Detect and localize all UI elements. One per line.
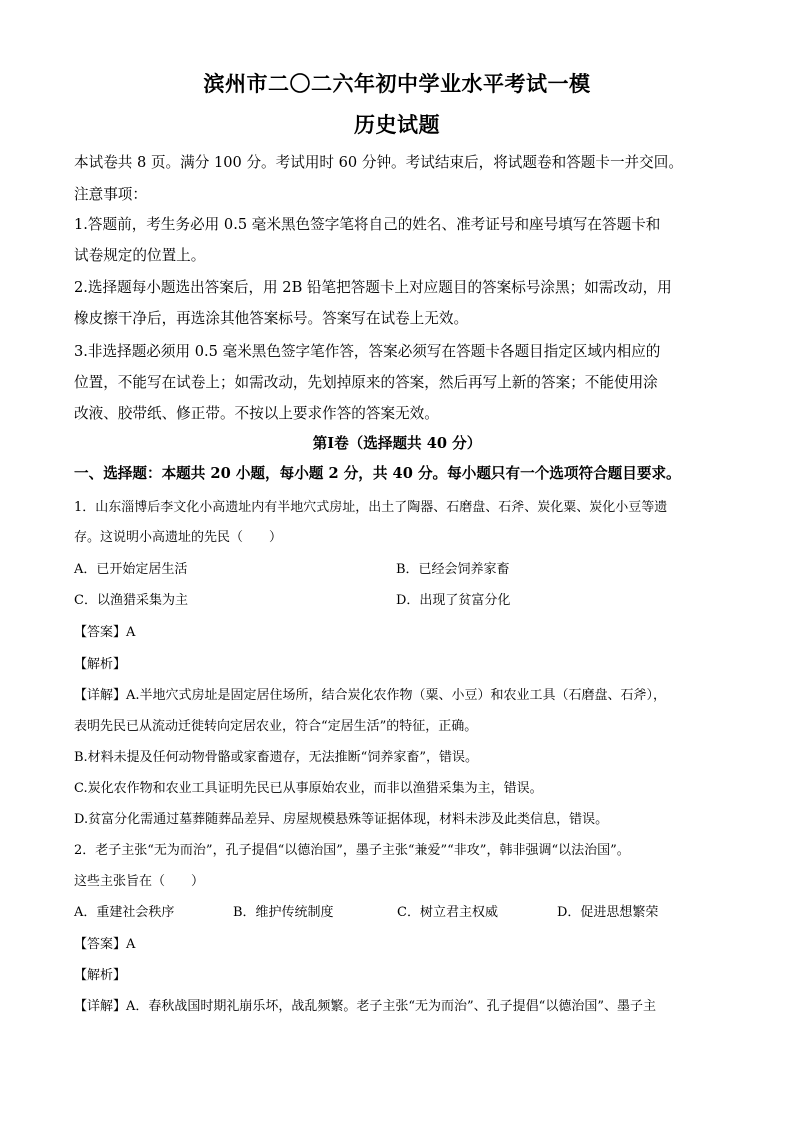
question-2-option-b: B．维护传统制度	[233, 905, 334, 920]
question-1-stem: 1．山东淄博后李文化小高遗址内有半地穴式房址，出土了陶器、石磨盘、石斧、炭化粟、炭化小豆等遗	[74, 500, 668, 515]
section-heading: 第Ⅰ卷（选择题共 40 分）	[312, 435, 482, 452]
question-2-stem-cont: 这些主张旨在（ ）	[74, 874, 205, 889]
intro-line: 本试卷共 8 页。满分 100 分。考试用时 60 分钟。考试结束后，将试题卷和答题卡一并交回。	[74, 154, 683, 171]
notice-item-3-cont2: 改液、胶带纸、修正带。不按以上要求作答的答案无效。	[74, 405, 439, 422]
question-1-stem-cont: 存。这说明小高遗址的先民（ ）	[74, 530, 283, 545]
section-instruction: 一、选择题：本题共 20 小题，每小题 2 分，共 40 分。每小题只有一个选项符合题目要求。	[74, 465, 681, 482]
question-1-analysis-label: 【解析】	[74, 657, 127, 672]
question-1-detail: 【详解】A.半地穴式房址是固定居住场所，结合炭化农作物（粟、小豆）和农业工具（石磨盘、石斧），	[74, 688, 667, 703]
question-1-detail-d: D.贫富分化需通过墓葬随葬品差异、房屋规模悬殊等证据体现，材料未涉及此类信息，错误。	[74, 812, 609, 827]
notice-item-1-cont: 试卷规定的位置上。	[74, 247, 206, 264]
question-1-option-b: B．已经会饲养家畜	[396, 562, 510, 577]
question-1-option-a: A．已开始定居生活	[74, 562, 188, 577]
notice-title: 注意事项：	[74, 186, 147, 203]
question-2-answer: 【答案】A	[74, 937, 136, 952]
question-2-analysis-label: 【解析】	[74, 968, 127, 983]
exam-title: 滨州市二〇二六年初中学业水平考试一模	[203, 71, 591, 96]
notice-item-1: 1.答题前，考生务必用 0.5 毫米黑色签字笔将自己的姓名、准考证号和座号填写在答题卡和	[74, 216, 661, 233]
question-1-option-d: D．出现了贫富分化	[396, 593, 511, 608]
question-1-option-c: C．以渔猎采集为主	[74, 593, 188, 608]
question-1-detail-c: C.炭化农作物和农业工具证明先民已从事原始农业，而非以渔猎采集为主，错误。	[74, 781, 543, 796]
question-2-detail: 【详解】A．春秋战国时期礼崩乐坏，战乱频繁。老子主张“无为而治”、孔子提倡“以德治国”、墨子主	[74, 999, 656, 1014]
notice-item-3-cont: 位置，不能写在试卷上；如需改动，先划掉原来的答案，然后再写上新的答案；不能使用涂	[74, 374, 658, 391]
subject-title: 历史试题	[354, 112, 440, 137]
question-2-option-a: A．重建社会秩序	[74, 905, 175, 920]
question-1-detail-b: B.材料未提及任何动物骨骼或家畜遗存，无法推断“饲养家畜”，错误。	[74, 750, 478, 765]
question-2-stem: 2．老子主张“无为而治”，孔子提倡“以德治国”，墨子主张“兼爱”“非攻”，韩非强调“以法治国”。	[74, 843, 630, 858]
notice-item-2-cont: 橡皮擦干净后，再选涂其他答案标号。答案写在试卷上无效。	[74, 310, 469, 327]
question-1-answer: 【答案】A	[74, 625, 136, 640]
notice-item-3: 3.非选择题必须用 0.5 毫米黑色签字笔作答，答案必须写在答题卡各题目指定区域内相应的	[74, 343, 661, 360]
notice-item-2: 2.选择题每小题选出答案后，用 2B 铅笔把答题卡上对应题目的答案标号涂黑；如需改动，用	[74, 279, 672, 296]
question-2-option-d: D．促进思想繁荣	[557, 905, 659, 920]
question-2-option-c: C．树立君主权威	[397, 905, 498, 920]
question-1-detail-cont: 表明先民已从流动迁徙转向定居农业，符合“定居生活”的特征，正确。	[74, 719, 478, 734]
